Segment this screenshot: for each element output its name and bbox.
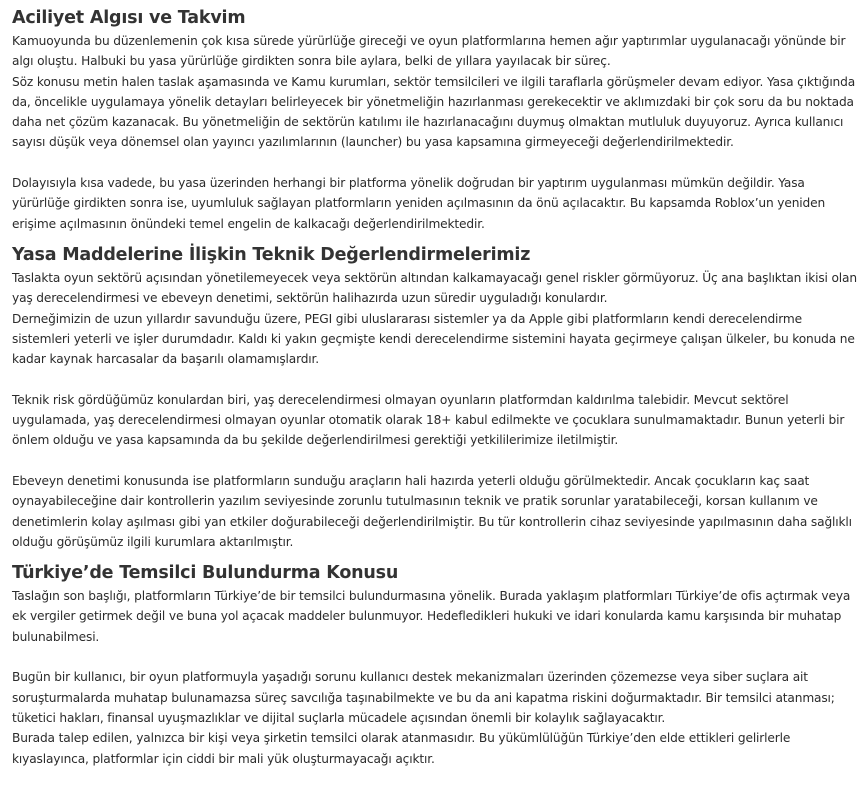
section-representative <box>12 561 860 769</box>
section-urgency-timeline <box>12 6 860 234</box>
section-heading: Yasa Maddelerine İlişkin Teknik Değerlendirmelerimiz <box>12 244 531 265</box>
paragraph: Dolayısıyla kısa vadede, bu yasa üzerinden herhangi bir platforma yönelik doğrudan bir yaptırım uygulanması mümkün değildir. Yasa yürürlüğe girdikten sonra ise, uyumluluk sağlayan platformların yeniden açılmasının da önü açılacaktır. Bu kapsamda Roblox’un yeniden erişime açılmasının önündeki temel engelin de kalkacağı değerlendirilmektedir. <box>12 176 826 231</box>
paragraph: Kamuoyunda bu düzenlemenin çok kısa sürede yürürlüğe gireceği ve oyun platformlarına hemen ağır yaptırımlar uygulanacağı yönünde bir algı oluştu. Halbuki bu yasa yürürlüğe girdikten sonra bile aylara, belki de yıllara yayılacak bir süreç. <box>12 34 846 69</box>
paragraph: Bugün bir kullanıcı, bir oyun platformuyla yaşadığı sorunu kullanıcı destek mekanizmaları üzerinden çözemezse veya siber suçlara ait soruşturmalarda muhatap bulunamazsa süreç savcılığa taşınabilmekte ve bu da ani kapatma riskini doğurmaktadır. Bir temsilci atanması; tüketici hakları, finansal uyuşmazlıklar ve dijital suçlarla mücadele açısından önemli bir kolaylık sağlayacaktır. <box>12 670 835 725</box>
paragraph: Teknik risk gördüğümüz konulardan biri, yaş derecelendirmesi olmayan oyunların platformdan kaldırılma talebidir. Mevcut sektörel uygulamada, yaş derecelendirmesi olmayan oyunlar otomatik olarak 18+ kabul edilmekte ve çocuklara sunulmamaktadır. Bunun yeterli bir önlem olduğu ve yasa kapsamında da bu şekilde değerlendirilmesi gerektiği yetkililerimize iletilmiştir. <box>12 392 845 448</box>
paragraph: Ebeveyn denetimi konusunda ise platformların sunduğu araçların hali hazırda yeterli olduğu görülmektedir. Ancak çocukların kaç saat oynayabileceğine dair kontrollerin yazılım seviyesinde zorunlu tutulmasının teknik ve pratik sorunlar yaratabileceği, korsan kullanım ve denetimlerin kolay aşılması gibi yan etkiler doğurabileceği değerlendirilmiştir. Bu tür kontrollerin cihaz seviyesinde yapılmasının daha sağlıklı olduğu görüşümüz ilgili kurumlara aktarılmıştır. <box>12 473 852 549</box>
paragraph: Söz konusu metin halen taslak aşamasında ve Kamu kurumları, sektör temsilcileri ve ilgili taraflarla görüşmeler devam ediyor. Yasa çıktığında da, öncelikle uygulamaya yönelik detayları belirleyecek bir yönetmeliğin hazırlanması gerekecektir ve aklımızdaki bir çok soru da bu noktada daha net çözüm kazanacak. Bu yönetmeliğin de sektörün katılımı ile hazırlanacağını duymuş olmaktan mutluluk duyuyoruz. Ayrıca kullanıcı sayısı düşük veya dönemsel olan yayıncı yazılımlarının (launcher) bu yasa kapsamına girmeyeceği değerlendirilmektedir. <box>12 74 856 150</box>
section-heading: Aciliyet Algısı ve Takvim <box>12 8 246 28</box>
section-heading: Türkiye’de Temsilci Bulundurma Konusu <box>12 563 399 584</box>
paragraph: Burada talep edilen, yalnızca bir kişi veya şirketin temsilci olarak atanmasıdır. Bu yükümlülüğün Türkiye’den elde ettikleri gelirlerle kıyaslayınca, platformlar için ciddi bir mali yük oluşturmayacağı açıktır. <box>12 731 791 766</box>
paragraph: Derneğimizin de uzun yıllardır savunduğu üzere, PEGI gibi uluslararası sistemler ya da Apple gibi platformların kendi derecelendirme sistemleri yeterli ve işler durumdadır. Kaldı ki yakın geçmişte kendi derecelendirme sistemini hayata geçirmeye çalışan ülkeler, bu konuda ne kadar kaynak harcasalar da başarılı olamamışlardır. <box>12 311 855 367</box>
paragraph: Taslağın son başlığı, platformların Türkiye’de bir temsilci bulundurmasına yönelik. Burada yaklaşım platformları Türkiye’de ofis açtırmak veya ek vergiler getirmek değil ve buna yol açacak maddeler bulunmuyor. Hedefledikleri hukuki ve idari konularda kamu karşısında bir muhatap bulunabilmesi. <box>12 589 851 644</box>
article-body <box>12 6 860 769</box>
section-technical-evaluation <box>12 243 860 552</box>
paragraph: Taslakta oyun sektörü açısından yönetilemeyecek veya sektörün altından kalkamayacağı genel riskler görmüyoruz. Üç ana başlıktan ikisi olan yaş derecelendirmesi ve ebeveyn denetimi, sektörün halihazırda uzun süredir uyguladığı konulardır. <box>12 270 857 306</box>
